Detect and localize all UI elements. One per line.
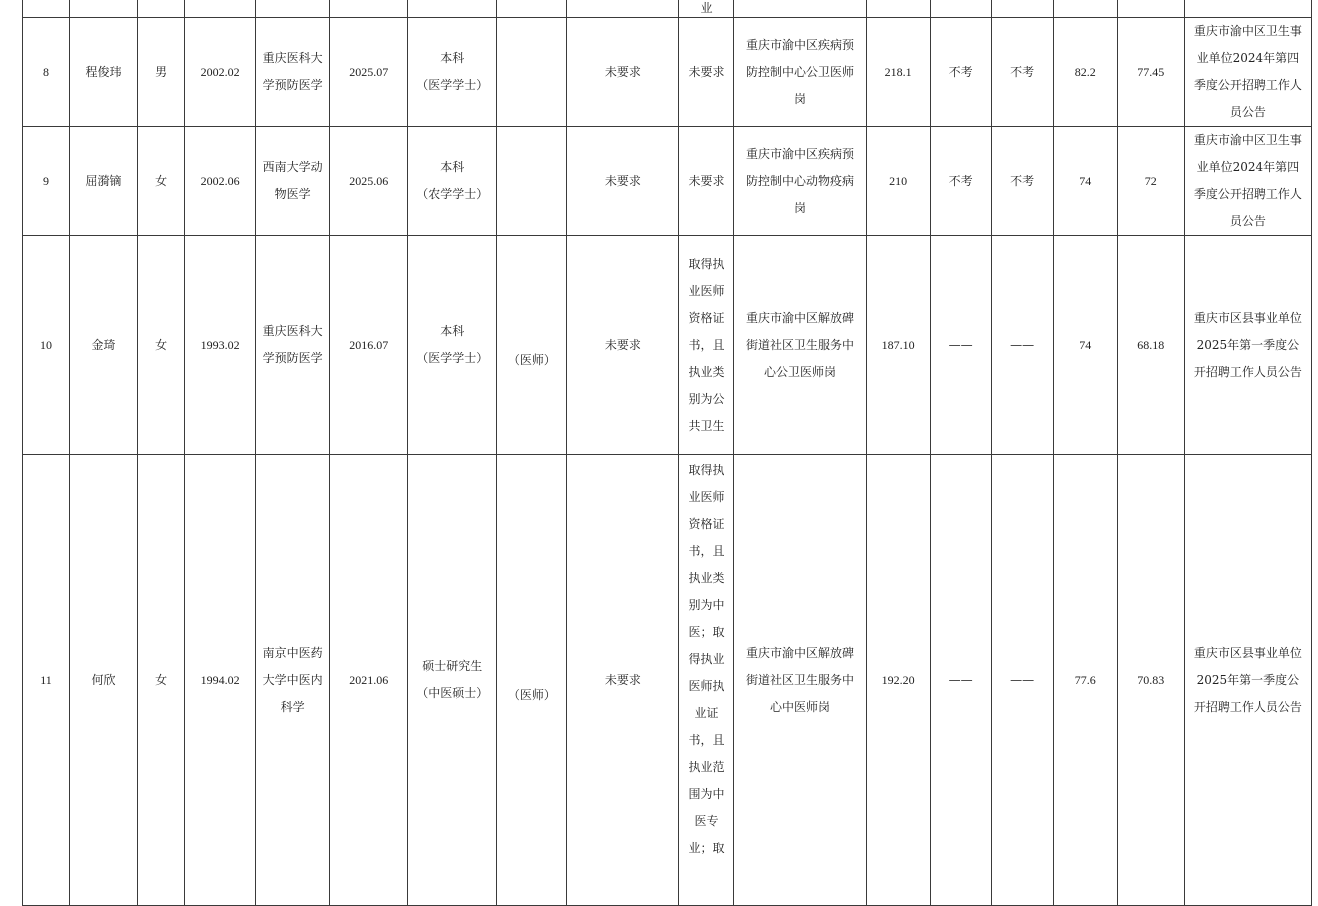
cell-position: 重庆市渝中区疾病预防控制中心公卫医师岗 bbox=[734, 18, 866, 127]
cell-school-major bbox=[256, 0, 330, 18]
cell-other-req: 未要求 bbox=[679, 127, 734, 236]
cell-position: 重庆市渝中区解放碑街道社区卫生服务中心中医师岗 bbox=[734, 455, 866, 906]
cell-name: 金琦 bbox=[70, 236, 138, 455]
cell-grad-date: 2025.07 bbox=[330, 18, 408, 127]
cell-degree bbox=[408, 0, 497, 18]
cell-test-b: —— bbox=[991, 455, 1053, 906]
cell-experience: 未要求 bbox=[567, 455, 679, 906]
cell-notice: 重庆市渝中区卫生事业单位2024年第四季度公开招聘工作人员公告 bbox=[1184, 18, 1311, 127]
degree-level: 硕士研究生 bbox=[422, 659, 483, 673]
cell-other-req bbox=[679, 455, 734, 906]
cell-school-major: 重庆医科大学预防医学 bbox=[256, 236, 330, 455]
cell-total: 72 bbox=[1117, 127, 1184, 236]
cell-interview: 82.2 bbox=[1053, 18, 1117, 127]
cell-experience: 未要求 bbox=[567, 236, 679, 455]
cell-position bbox=[734, 0, 866, 18]
cell-no: 9 bbox=[23, 127, 70, 236]
cell-notice: 重庆市区县事业单位2025年第一季度公开招聘工作人员公告 bbox=[1184, 455, 1311, 906]
cell-other-req-fragment: 业 bbox=[700, 1, 713, 15]
cell-no: 8 bbox=[23, 18, 70, 127]
table-row bbox=[23, 18, 1312, 127]
recruitment-table bbox=[22, 0, 1312, 906]
cell-interview bbox=[1053, 0, 1117, 18]
cell-total: 77.45 bbox=[1117, 18, 1184, 127]
cell-other-req bbox=[679, 236, 734, 455]
cell-other-req bbox=[679, 0, 734, 18]
table-row bbox=[23, 236, 1312, 455]
degree-detail: （医学学士） bbox=[416, 78, 489, 92]
cell-total bbox=[1117, 0, 1184, 18]
cell-gender: 男 bbox=[138, 18, 185, 127]
cell-title bbox=[497, 236, 567, 455]
cell-title bbox=[497, 18, 567, 127]
cell-written-score: 218.1 bbox=[866, 18, 930, 127]
degree-level: 本科 bbox=[440, 160, 465, 174]
table-row bbox=[23, 455, 1312, 906]
cell-birth bbox=[185, 0, 256, 18]
cell-gender: 女 bbox=[138, 127, 185, 236]
cell-degree bbox=[408, 18, 497, 127]
cell-gender: 女 bbox=[138, 455, 185, 906]
cell-other-req: 未要求 bbox=[679, 18, 734, 127]
cell-interview: 77.6 bbox=[1053, 455, 1117, 906]
cell-degree bbox=[408, 455, 497, 906]
cell-test-a: 不考 bbox=[930, 127, 991, 236]
other-req-text: 取得执业医师资格证书，且执业类别为公共卫生 bbox=[688, 256, 725, 433]
cell-notice: 重庆市区县事业单位2025年第一季度公开招聘工作人员公告 bbox=[1184, 236, 1311, 455]
cell-total: 70.83 bbox=[1117, 455, 1184, 906]
cell-test-a: —— bbox=[930, 455, 991, 906]
cell-no bbox=[23, 0, 70, 18]
cell-interview: 74 bbox=[1053, 127, 1117, 236]
cell-grad-date: 2016.07 bbox=[330, 236, 408, 455]
table-row-partial bbox=[23, 0, 1312, 18]
cell-test-a: 不考 bbox=[930, 18, 991, 127]
cell-written-score bbox=[866, 0, 930, 18]
cell-birth: 1993.02 bbox=[185, 236, 256, 455]
cell-written-score: 192.20 bbox=[866, 455, 930, 906]
cell-title bbox=[497, 127, 567, 236]
title-value: （医师） bbox=[507, 352, 556, 367]
cell-gender bbox=[138, 0, 185, 18]
cell-title bbox=[497, 455, 567, 906]
cell-name: 屈漪镝 bbox=[70, 127, 138, 236]
cell-degree bbox=[408, 236, 497, 455]
cell-degree bbox=[408, 127, 497, 236]
cell-test-a bbox=[930, 0, 991, 18]
cell-school-major: 南京中医药大学中医内科学 bbox=[256, 455, 330, 906]
cell-test-b: 不考 bbox=[991, 127, 1053, 236]
cell-written-score: 187.10 bbox=[866, 236, 930, 455]
cell-test-a: —— bbox=[930, 236, 991, 455]
cell-school-major: 重庆医科大学预防医学 bbox=[256, 18, 330, 127]
cell-test-b bbox=[991, 0, 1053, 18]
cell-birth: 2002.02 bbox=[185, 18, 256, 127]
cell-test-b: 不考 bbox=[991, 18, 1053, 127]
cell-position: 重庆市渝中区疾病预防控制中心动物疫病岗 bbox=[734, 127, 866, 236]
cell-notice bbox=[1184, 0, 1311, 18]
degree-level: 本科 bbox=[440, 324, 465, 338]
cell-no: 11 bbox=[23, 455, 70, 906]
cell-school-major: 西南大学动物医学 bbox=[256, 127, 330, 236]
cell-name: 程俊玮 bbox=[70, 18, 138, 127]
degree-level: 本科 bbox=[440, 51, 465, 65]
cell-gender: 女 bbox=[138, 236, 185, 455]
cell-no: 10 bbox=[23, 236, 70, 455]
cell-grad-date bbox=[330, 0, 408, 18]
cell-title bbox=[497, 0, 567, 18]
cell-name bbox=[70, 0, 138, 18]
cell-interview: 74 bbox=[1053, 236, 1117, 455]
cell-position: 重庆市渝中区解放碑街道社区卫生服务中心公卫医师岗 bbox=[734, 236, 866, 455]
cell-grad-date: 2021.06 bbox=[330, 455, 408, 906]
cell-experience bbox=[567, 0, 679, 18]
other-req-text: 取得执业医师资格证书，且执业类别为中医；取得执业医师执业证书，且执业范围为中医专业；取 bbox=[688, 463, 725, 855]
cell-written-score: 210 bbox=[866, 127, 930, 236]
cell-test-b: —— bbox=[991, 236, 1053, 455]
degree-detail: （中医硕士） bbox=[416, 686, 489, 700]
degree-detail: （农学学士） bbox=[416, 187, 489, 201]
table-row bbox=[23, 127, 1312, 236]
cell-birth: 1994.02 bbox=[185, 455, 256, 906]
cell-experience: 未要求 bbox=[567, 127, 679, 236]
cell-total: 68.18 bbox=[1117, 236, 1184, 455]
cell-birth: 2002.06 bbox=[185, 127, 256, 236]
cell-experience: 未要求 bbox=[567, 18, 679, 127]
title-value: （医师） bbox=[507, 687, 556, 702]
cell-name: 何欣 bbox=[70, 455, 138, 906]
cell-notice: 重庆市渝中区卫生事业单位2024年第四季度公开招聘工作人员公告 bbox=[1184, 127, 1311, 236]
degree-detail: （医学学士） bbox=[416, 351, 489, 365]
cell-grad-date: 2025.06 bbox=[330, 127, 408, 236]
